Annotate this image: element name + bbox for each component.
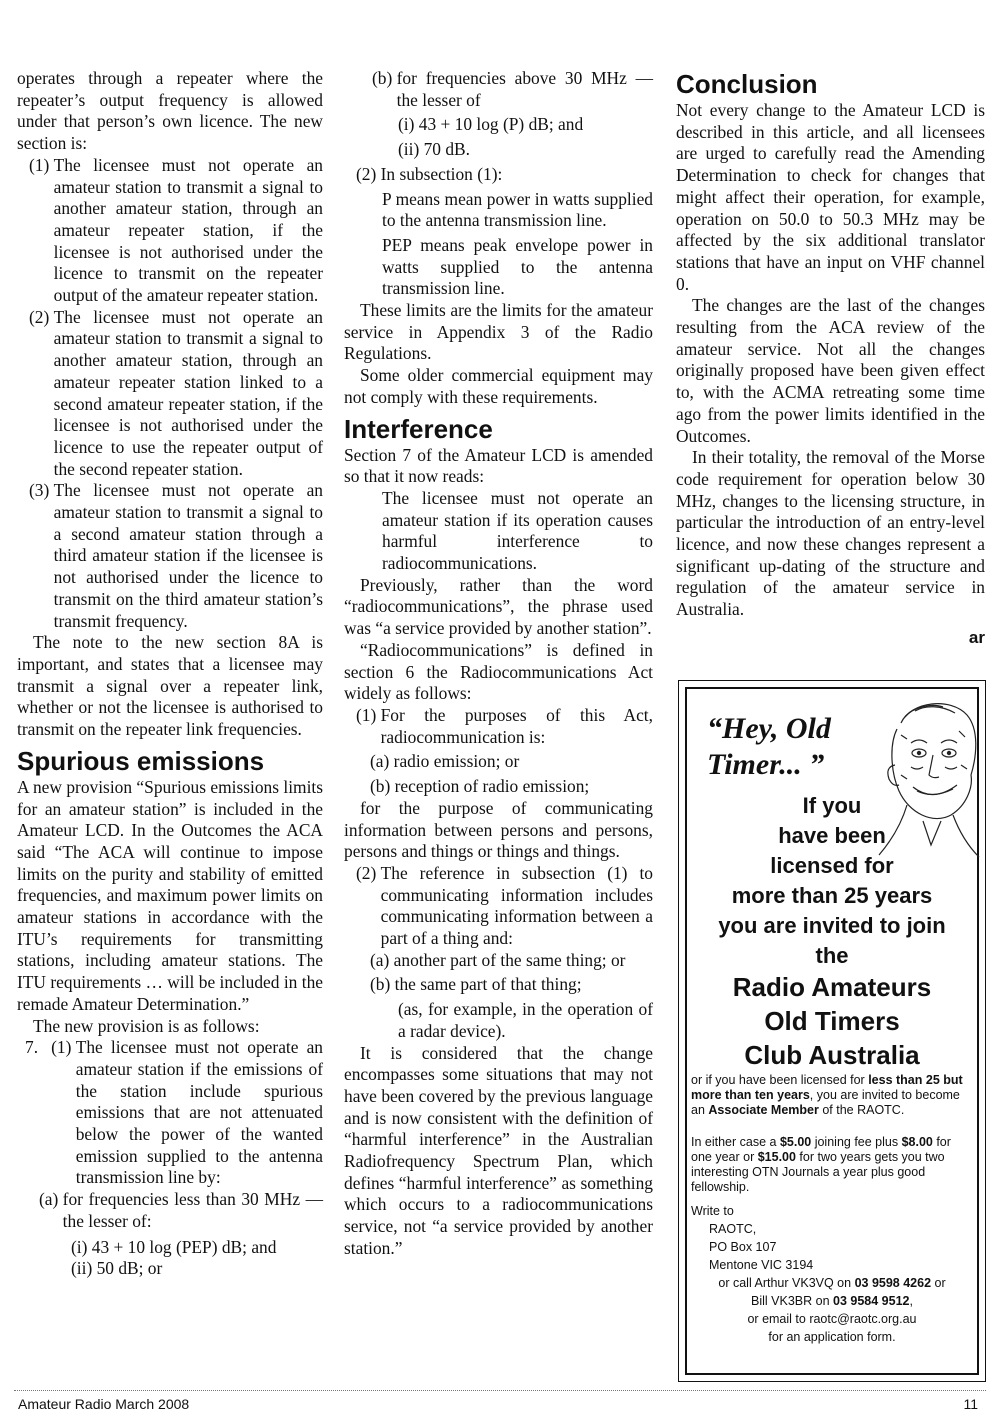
paragraph: “Radiocommunications” is defined in section 6 the Radiocommunications Act widely as follows: [344,639,653,704]
quote: The licensee must not operate an amateur station if its operation causes harmful interference to radiocommunications. [382,487,653,574]
phone-line: or call Arthur VK3VQ on 03 9598 4262 or [718,1276,946,1290]
write-to-label: Write to [691,1204,734,1218]
paragraph: In their totality, the removal of the Morse code requirement for operation below 30 MHz, changes to the licensing structure, in particular the introduction of an entry-level licence, and now these changes represent a significant up-dating of the structure and regulation of the amateur service in Australia. [676,447,985,620]
list-item: (1) The licensee must not operate an amateur station to transmit a signal to another amateur station, through an amateur repeater station, if the licensee is not authorised under the licence to transmit on the repeater output of the amateur repeater station. [29,154,323,306]
definition: P means mean power in watts supplied to the antenna transmission line. [382,188,653,231]
paragraph: The note to the new section 8A is important, and states that a licensee may transmit a signal over a repeater link, whether or not the licensee is authorised to transmit on the repeater link frequencies. [17,632,323,740]
list-item: (2) The reference in subsection (1) to communicating information includes communicating information between a part of a thing and: [356,862,653,949]
list-item: (b) reception of radio emission; [370,776,590,797]
paragraph: Not every change to the Amateur LCD is described in this article, and all licensees are urged to carefully read the Amending Determination to check for changes that might affect their operation, for example, operation on 50.0 to 50.3 MHz may be affected by the six additional translator stations that have an input on VHF channel 0. [676,100,985,294]
paragraph: A new provision “Spurious emissions limits for an amateur station” is included in the Amateur LCD. In the Outcomes the ACA said “The ACA will continue to impose limits on the purity and stability of emitted frequencies, and maximum power limits on amateur stations in accordance with the ITU’s requirements for transmitting stations, including amateur stations. The ITU requirements … will be included in the remade Amateur Determination.” [17,776,323,1014]
paragraph: for the purpose of communicating information between persons and persons, persons and things or things and things. [344,797,653,862]
list-item: (2) In subsection (1): [356,163,503,184]
raotc-advertisement [678,680,986,1382]
list-item: (a) for frequencies less than 30 MHz — the lesser of: [39,1189,323,1231]
ad-headline: “Hey, Old Timer... ” [707,712,831,781]
ad-line: If you [802,793,862,818]
ad-line: the [815,943,849,968]
list-item: (2) The licensee must not operate an amateur station to transmit a signal to another amateur station, through an amateur repeater station linked to a second amateur repeater station, if the licensee is not authorised under the licence to use the repeater output of the second repeater station. [29,306,323,479]
paragraph: operates through a repeater where the repeater’s output frequency is allowed under that person’s own licence. The new section is: [17,68,323,154]
address-line: RAOTC, [709,1222,757,1236]
email-line: or email to raotc@raotc.org.au [747,1312,917,1326]
list-item: (a) radio emission; or [370,751,520,772]
list-item: 7. (1) The licensee must not operate an amateur station if the emissions of the station include spurious emissions that are not attenuated below the power of the wanted emission supplied to the antenna transmission line by: [25,1037,323,1188]
associate-member-text: or if you have been licensed for less than 25 but more than ten years, you are invited to become an Associate Member of the RAOTC. [691,1073,963,1117]
list-item: (a) another part of the same thing; or [370,949,626,970]
footer-rule [14,1390,986,1391]
fee-text: In either case a $5.00 joining fee plus $8.00 for one year or $15.00 for two years gets you two interesting OTN Journals a year plus good fellowship. [691,1135,951,1194]
list-item: (i) 43 + 10 log (P) dB; and [398,114,584,135]
list-item: (3) The licensee must not operate an amateur station to transmit a signal to a second amateur station through a third amateur station if the licensee is not authorised under the licence to transmit on the third amateur station’s transmit frequency. [29,480,323,631]
article-column-3 [676,68,985,649]
ad-line: you are invited to join [718,913,946,938]
paragraph: The changes are the last of the changes resulting from the ACA review of the amateur service. Not all the changes originally proposed have been given effect to, with the ACMA retreating some time ago from the power limits identified in the Outcomes. [676,295,985,446]
application-form-line: for an application form. [768,1330,896,1344]
list-item: (as, for example, in the operation of a radar device). [398,999,653,1041]
article-end-mark: ar [968,627,985,647]
list-item: (ii) 70 dB. [398,139,470,160]
paragraph: Section 7 of the Amateur LCD is amended so that it now reads: [344,444,653,487]
list-item: (1) For the purposes of this Act, radiocommunication is: [356,704,653,747]
paragraph: The new provision is as follows: [33,1015,260,1036]
paragraph: It is considered that the change encompasses some situations that may not have been covered by the previous language and is now consistent with the definition of “harmful interference” in the Australian Radiofrequency Spectrum Plan, which defines “harmful interference” as something which occurs to a radiocommunications service, not “a service provided by another station.” [344,1042,653,1258]
article-column-1 [17,68,323,1280]
definition: PEP means peak envelope power in watts supplied to the antenna transmission line. [382,234,653,299]
ad-line: more than 25 years [731,883,933,908]
page-number: 11 [963,1396,978,1412]
paragraph: Previously, rather than the word “radiocommunications”, the phrase used was “a service provided by another station”. [344,574,653,639]
section-heading: Interference [344,413,493,444]
address-line: Mentone VIC 3194 [709,1258,814,1272]
list-item: (b) for frequencies above 30 MHz — the lesser of [372,68,653,110]
list-item: (i) 43 + 10 log (PEP) dB; and [71,1236,277,1257]
ad-line: have been [778,823,886,848]
address-line: PO Box 107 [709,1240,777,1254]
paragraph: These limits are the limits for the amateur service in Appendix 3 of the Radio Regulations. [344,300,653,364]
phone-line: Bill VK3BR on 03 9584 9512, [751,1294,913,1308]
list-item: (b) the same part of that thing; [370,974,582,995]
footer-publication: Amateur Radio March 2008 [18,1396,190,1412]
article-column-2 [344,68,653,1260]
club-name-line: Radio Amateurs [732,972,932,1002]
ad-line: licensed for [770,853,894,878]
club-name-line: Club Australia [744,1040,920,1070]
list-item: (ii) 50 dB; or [71,1258,163,1279]
section-heading: Conclusion [676,69,818,99]
section-heading: Spurious emissions [17,745,265,776]
paragraph: Some older commercial equipment may not comply with these requirements. [344,365,653,407]
club-name-line: Old Timers [764,1006,900,1036]
